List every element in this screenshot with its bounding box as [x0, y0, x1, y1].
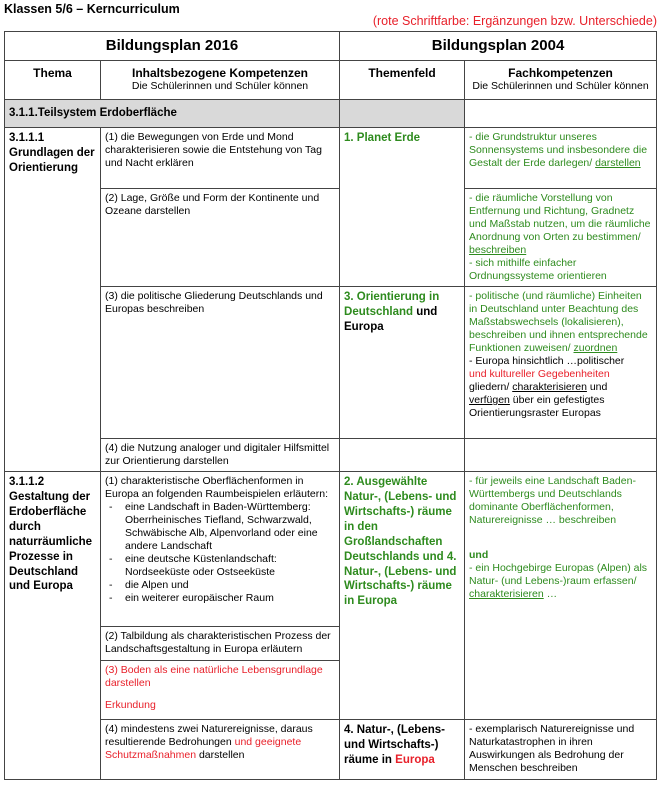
themenfeld-cell: 3. Orientierung in Deutschland und Europa — [340, 286, 465, 438]
curriculum-table — [4, 31, 657, 780]
themenfeld-cell — [340, 438, 465, 471]
table-row — [5, 127, 657, 188]
themenfeld-cell: 2. Ausgewählte Natur-, (Lebens- und Wirtschafts-) räume in den Großlandschaften Deutschlands und 4. Natur-, (Lebens- und Wirtschafts-) räume in Europa — [340, 471, 465, 719]
inhalt-cell: (1) die Bewegungen von Erde und Mond charakterisieren sowie die Entstehung von Tag und Nacht erklären — [101, 127, 340, 188]
table-row — [5, 719, 657, 779]
list-item: - eine deutsche Küstenlandschaft: Nordseeküste oder Ostseeküste — [125, 553, 335, 579]
section-empty-cell — [465, 100, 657, 127]
page-title: Klassen 5/6 – Kerncurriculum — [4, 2, 180, 16]
thema-header: Thema — [5, 60, 101, 100]
section-gray-cell — [340, 100, 465, 127]
inhalt-cell: (4) die Nutzung analoger und digitaler Hilfsmittel zur Orientierung darstellen — [101, 438, 340, 471]
inhalt-cell: (3) die politische Gliederung Deutschlands und Europas beschreiben — [101, 286, 340, 438]
inhalt-cell: (4) mindestens zwei Naturereignisse, daraus resultierende Bedrohungen und geeignete Schutzmaßnahmen darstellen — [101, 719, 340, 779]
fach-cell: - die Grundstruktur unseres Sonnensystems und insbesondere die Gestalt der Erde darlegen/ darstellen — [465, 127, 657, 188]
inhalt-cell: (2) Lage, Größe und Form der Kontinente und Ozeane darstellen — [101, 188, 340, 286]
list-item: - die Alpen und — [125, 579, 335, 592]
fach-cell: - die räumliche Vorstellung von Entfernung und Richtung, Gradnetz und Maßstab nutzen, um die räumliche Anordnung von Orten zu bestimmen/ beschreiben - sich mithilfe einfacher Ordnungssysteme orientieren — [465, 188, 657, 286]
plan-2004-header: Bildungsplan 2004 — [340, 32, 657, 61]
inhalt-header: Inhaltsbezogene Kompetenzen Die Schülerinnen und Schüler können — [101, 60, 340, 100]
inhalt-cell: (3) Boden als eine natürliche Lebensgrundlage darstellen Erkundung — [101, 660, 340, 719]
table-row — [5, 471, 657, 626]
table-row — [5, 286, 657, 438]
inhalt-cell: (2) Talbildung als charakteristischen Prozess der Landschaftsgestaltung in Europa erläutern — [101, 626, 340, 660]
fach-cell: - für jeweils eine Landschaft Baden-Württembergs und Deutschlands dominante Oberflächenformen, Naturereignisse … beschreiben und - ein Hochgebirge Europas (Alpen) als Natur- (und Lebens-)raum erfassen/ charakterisieren … — [465, 471, 657, 719]
landscape-list — [105, 501, 335, 605]
table-row — [5, 438, 657, 471]
list-item: - ein weiterer europäischer Raum — [125, 592, 335, 605]
plan-header-row — [5, 32, 657, 61]
fach-header: Fachkompetenzen Die Schülerinnen und Schüler können — [465, 60, 657, 100]
fach-cell — [465, 438, 657, 471]
inhalt-cell: (1) charakteristische Oberflächenformen in Europa an folgenden Raumbeispielen erläutern: - eine Landschaft in Baden-Württemberg: Oberrheinisches Tiefland, Schwarzwald, Schwäbische Alb, Alpenvorland oder eine andere Landschaft - eine deutsche Küstenlandschaft: Nordseeküste oder Ostseeküste - die Alpen und - ein weiterer europäischer Raum — [101, 471, 340, 626]
section-row — [5, 100, 657, 127]
fach-cell: - exemplarisch Naturereignisse und Naturkatastrophen in ihren Auswirkungen als Bedrohung der Menschen beschreiben — [465, 719, 657, 779]
fach-cell: - politische (und räumliche) Einheiten in Deutschland unter Beachtung des Maßstabswechsels (lokalisieren), beschreiben und ihnen entsprechende Funktionen zuweisen/ zuordnen - Europa hinsichtlich …politischer und kultureller Gegebenheiten gliedern/ charakterisieren und verfügen über ein gefestigtes Orientierungsraster Europas — [465, 286, 657, 438]
color-legend-note: (rote Schriftfarbe: Ergänzungen bzw. Unterschiede) — [372, 14, 657, 28]
topic-1-cell: 3.1.1.1 Grundlagen der Orientierung — [5, 127, 101, 471]
list-item: - eine Landschaft in Baden-Württemberg: Oberrheinisches Tiefland, Schwarzwald, Schwäbische Alb, Alpenvorland oder eine andere Landschaft — [125, 501, 335, 553]
plan-2016-header: Bildungsplan 2016 — [5, 32, 340, 61]
section-title: 3.1.1.Teilsystem Erdoberfläche — [5, 100, 340, 127]
table-row — [5, 188, 657, 286]
themenfeld-cell: 4. Natur-, (Lebens- und Wirtschafts-) räume in Europa — [340, 719, 465, 779]
column-header-row — [5, 60, 657, 100]
topic-2-cell: 3.1.1.2 Gestaltung der Erdoberfläche durch naturräumliche Prozesse in Deutschland und Europa — [5, 471, 101, 779]
themenfeld-cell: 1. Planet Erde — [340, 127, 465, 286]
themenfeld-header: Themenfeld — [340, 60, 465, 100]
